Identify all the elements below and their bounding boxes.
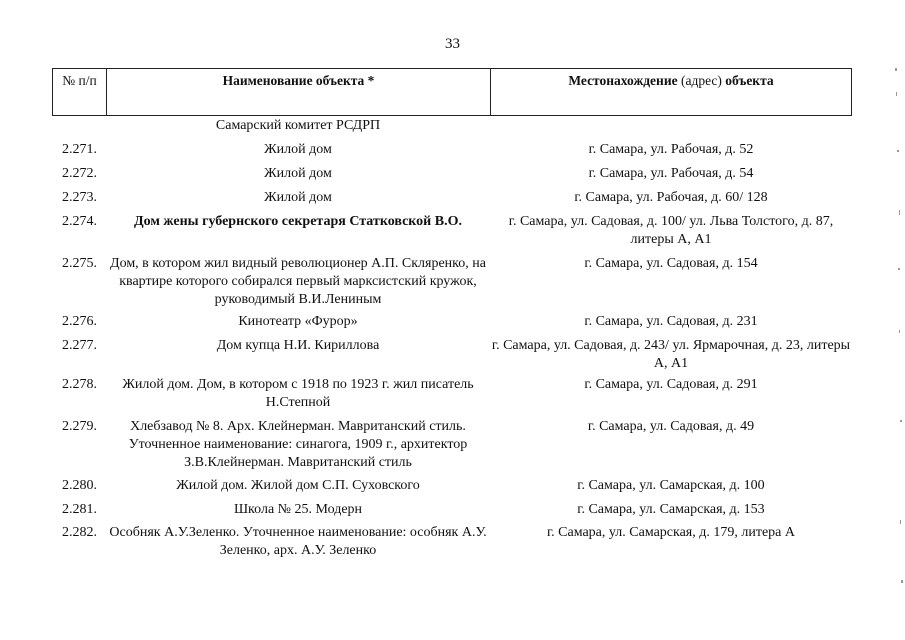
- header-address-middle: (адрес): [677, 73, 726, 88]
- page-number: 33: [445, 36, 460, 52]
- header-number-column: № п/п: [53, 69, 107, 115]
- object-address: г. Самара, ул. Рабочая, д. 54: [588, 166, 754, 181]
- row-number: 2.278.: [62, 377, 97, 392]
- object-address: г. Самара, ул. Самарская, д. 100: [577, 478, 765, 493]
- section-title: Самарский комитет РСДРП: [215, 118, 381, 133]
- row-number: 2.281.: [62, 502, 97, 517]
- object-address: г. Самара, ул. Садовая, д. 100/ ул. Льва Толстого, д. 87, литеры А, А1: [508, 214, 834, 247]
- row-number: 2.271.: [62, 142, 97, 157]
- header-address-prefix: Местонахождение: [568, 73, 678, 88]
- row-number: 2.273.: [62, 190, 97, 205]
- object-name: Дом купца Н.И. Кириллова: [216, 338, 380, 353]
- object-name: Школа № 25. Модерн: [233, 502, 363, 517]
- row-number: 2.277.: [62, 338, 97, 353]
- row-number: 2.274.: [62, 214, 97, 229]
- object-name: Жилой дом: [264, 190, 332, 205]
- object-address: г. Самара, ул. Садовая, д. 154: [584, 256, 758, 271]
- object-name: Кинотеатр «Фурор»: [238, 314, 358, 329]
- object-name: Жилой дом: [264, 142, 332, 157]
- object-name: Особняк А.У.Зеленко. Уточненное наименование: особняк А.У. Зеленко, арх. А.У. Зеленко: [109, 525, 487, 558]
- object-address: г. Самара, ул. Садовая, д. 49: [587, 419, 755, 434]
- object-name: Хлебзавод № 8. Арх. Клейнерман. Мавританский стиль. Уточненное наименование: синагога, 1909 г., архитектор З.В.Клейнерман. Мавританский стиль: [128, 419, 468, 470]
- header-address-suffix: объекта: [725, 73, 774, 88]
- object-address: г. Самара, ул. Самарская, д. 179, литера А: [546, 525, 796, 540]
- row-number: 2.282.: [62, 525, 97, 540]
- object-name: Жилой дом: [264, 166, 332, 181]
- object-address: г. Самара, ул. Садовая, д. 291: [584, 377, 758, 392]
- row-number: 2.279.: [62, 419, 97, 434]
- object-name: Дом жены губернского секретаря Статковской В.О.: [134, 214, 462, 229]
- header-address-column: [491, 69, 851, 115]
- object-address: г. Самара, ул. Садовая, д. 231: [584, 314, 758, 329]
- object-name: Дом, в котором жил видный революционер А.П. Скляренко, на квартире которого собирался первый марксистский кружок, руководимый В.И.Лениным: [110, 256, 486, 307]
- object-name: Жилой дом. Дом, в котором с 1918 по 1923 г. жил писатель Н.Степной: [122, 377, 474, 410]
- table-header: [52, 68, 852, 116]
- scan-noise-marks: [875, 0, 905, 640]
- header-name-column: Наименование объекта *: [107, 69, 491, 115]
- row-number: 2.275.: [62, 256, 97, 271]
- object-address: г. Самара, ул. Рабочая, д. 52: [588, 142, 754, 157]
- object-address: г. Самара, ул. Садовая, д. 243/ ул. Ярмарочная, д. 23, литеры А, А1: [491, 338, 851, 371]
- object-address: г. Самара, ул. Рабочая, д. 60/ 128: [574, 190, 768, 205]
- row-number: 2.276.: [62, 314, 97, 329]
- row-number: 2.272.: [62, 166, 97, 181]
- object-address: г. Самара, ул. Самарская, д. 153: [577, 502, 765, 517]
- object-name: Жилой дом. Жилой дом С.П. Суховского: [176, 478, 420, 493]
- row-number: 2.280.: [62, 478, 97, 493]
